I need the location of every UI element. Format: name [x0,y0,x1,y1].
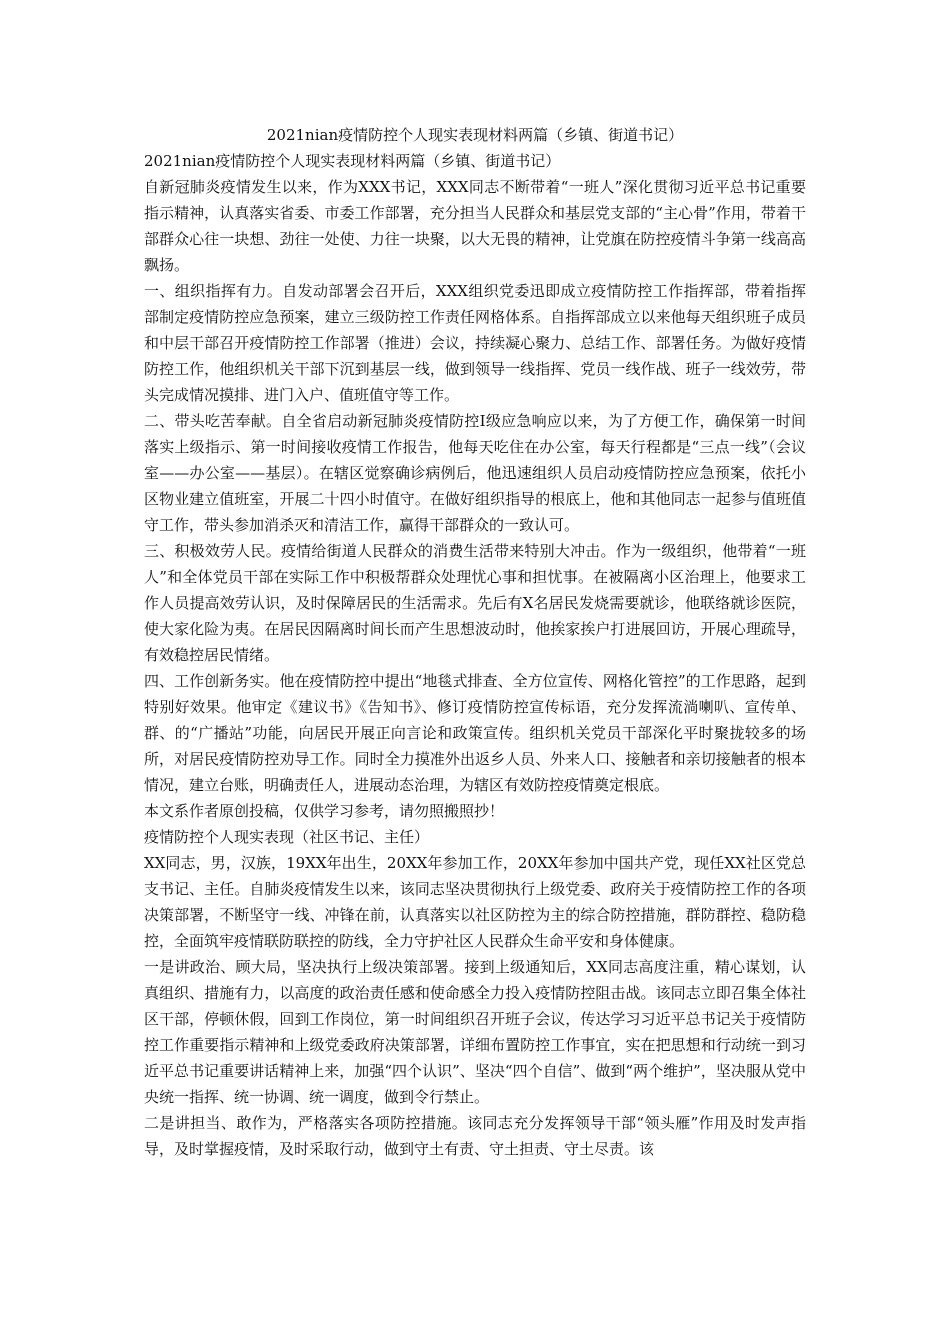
document-page [144,122,806,1162]
document-body [144,148,806,1162]
section-paragraph-1: 一、组织指挥有力。自发动部署会召开后，XXX组织党委迅即成立疫情防控工作指挥部，带着指挥部制定疫情防控应急预案，建立三级防控工作责任网格体系。自指挥部成立以来他每天组织班子成员和中层干部召开疫情防控工作部署（推进）会议，持续凝心聚力、总结工作、部署任务。为做好疫情防控工作，他组织机关干部下沉到基层一线，做到领导一线指挥、党员一线作战、班子一线效劳，带头完成情况摸排、进门入户、值班值守等工作。 [144,282,806,404]
intro-paragraph: 自新冠肺炎疫情发生以来，作为XXX书记，XXX同志不断带着“一班人”深化贯彻习近平总书记重要指示精神，认真落实省委、市委工作部署，充分担当人民群众和基层党支部的“主心骨”作用，带着干部群众心往一块想、劲往一处使、力往一块聚，以大无畏的精神，让党旗在防控疫情斗争第一线高高飘扬。 [144,178,806,274]
second-article-heading: 疫情防控个人现实表现（社区书记、主任） [144,828,430,846]
subtitle-paragraph: 2021nian疫情防控个人现实表现材料两篇（乡镇、街道书记） [144,152,561,170]
section-paragraph-2: 二、带头吃苦奉献。自全省启动新冠肺炎疫情防控Ⅰ级应急响应以来，为了方便工作，确保第一时间落实上级指示、第一时间接收疫情工作报告，他每天吃住在办公室，每天行程都是“三点一线”（会议室——办公室——基层）。在辖区觉察确诊病例后，他迅速组织人员启动疫情防控应急预案，依托小区物业建立值班室，开展二十四小时值守。在做好组织指导的根底上，他和其他同志一起参与值班值守工作，带头参加消杀灭和清洁工作，赢得干部群众的一致认可。 [144,412,806,534]
document-title: 2021nian疫情防控个人现实表现材料两篇（乡镇、街道书记） [266,126,684,144]
disclaimer-paragraph: 本文系作者原创投稿，仅供学习参考，请勿照搬照抄！ [144,802,505,820]
second-article-point-2: 二是讲担当、敢作为，严格落实各项防控措施。该同志充分发挥领导干部“领头雁”作用及时发声指导，及时掌握疫情，及时采取行动，做到守土有责、守土担责、守土尽责。该 [144,1114,806,1158]
second-article-point-1: 一是讲政治、顾大局，坚决执行上级决策部署。接到上级通知后，XX同志高度注重，精心谋划，认真组织、措施有力，以高度的政治责任感和使命感全力投入疫情防控阻击战。该同志立即召集全体社区干部，停顿休假，回到工作岗位，第一时间组织召开班子会议，传达学习习近平总书记关于疫情防控工作重要指示精神和上级党委政府决策部署，详细布置防控工作事宜，实在把思想和行动统一到习近平总书记重要讲话精神上来，加强“四个认识”、坚决“四个自信”、做到“两个维护”，坚决服从党中央统一指挥、统一协调、统一调度，做到令行禁止。 [144,958,806,1106]
section-paragraph-3: 三、积极效劳人民。疫情给街道人民群众的消费生活带来特别大冲击。作为一级组织，他带着“一班人”和全体党员干部在实际工作中积极帮群众处理忧心事和担忧事。在被隔离小区治理上，他要求工作人员提高效劳认识，及时保障居民的生活需求。先后有X名居民发烧需要就诊，他联络就诊医院，使大家化险为夷。在居民因隔离时间长而产生思想波动时，他挨家挨户打进展回访，开展心理疏导，有效稳控居民情绪。 [144,542,806,664]
second-article-intro: XX同志，男，汉族，19XX年出生，20XX年参加工作，20XX年参加中国共产党，现任XX社区党总支书记、主任。自肺炎疫情发生以来，该同志坚决贯彻执行上级党委、政府关于疫情防控工作的各项决策部署，不断坚守一线、冲锋在前，认真落实以社区防控为主的综合防控措施，群防群控、稳防稳控，全面筑牢疫情联防联控的防线，全力守护社区人民群众生命平安和身体健康。 [144,854,806,950]
section-paragraph-4: 四、工作创新务实。他在疫情防控中提出“地毯式排查、全方位宣传、网格化管控”的工作思路，起到特别好效果。他审定《建议书》《告知书》、修订疫情防控宣传标语，充分发挥流淌喇叭、宣传单、群、的“广播站”功能，向居民开展正向言论和政策宣传。组织机关党员干部深化平时聚拢较多的场所，对居民疫情防控劝导工作。同时全力摸准外出返乡人员、外来人口、接触者和亲切接触者的根本情况，建立台账，明确责任人，进展动态治理，为辖区有效防控疫情奠定根底。 [144,672,806,794]
